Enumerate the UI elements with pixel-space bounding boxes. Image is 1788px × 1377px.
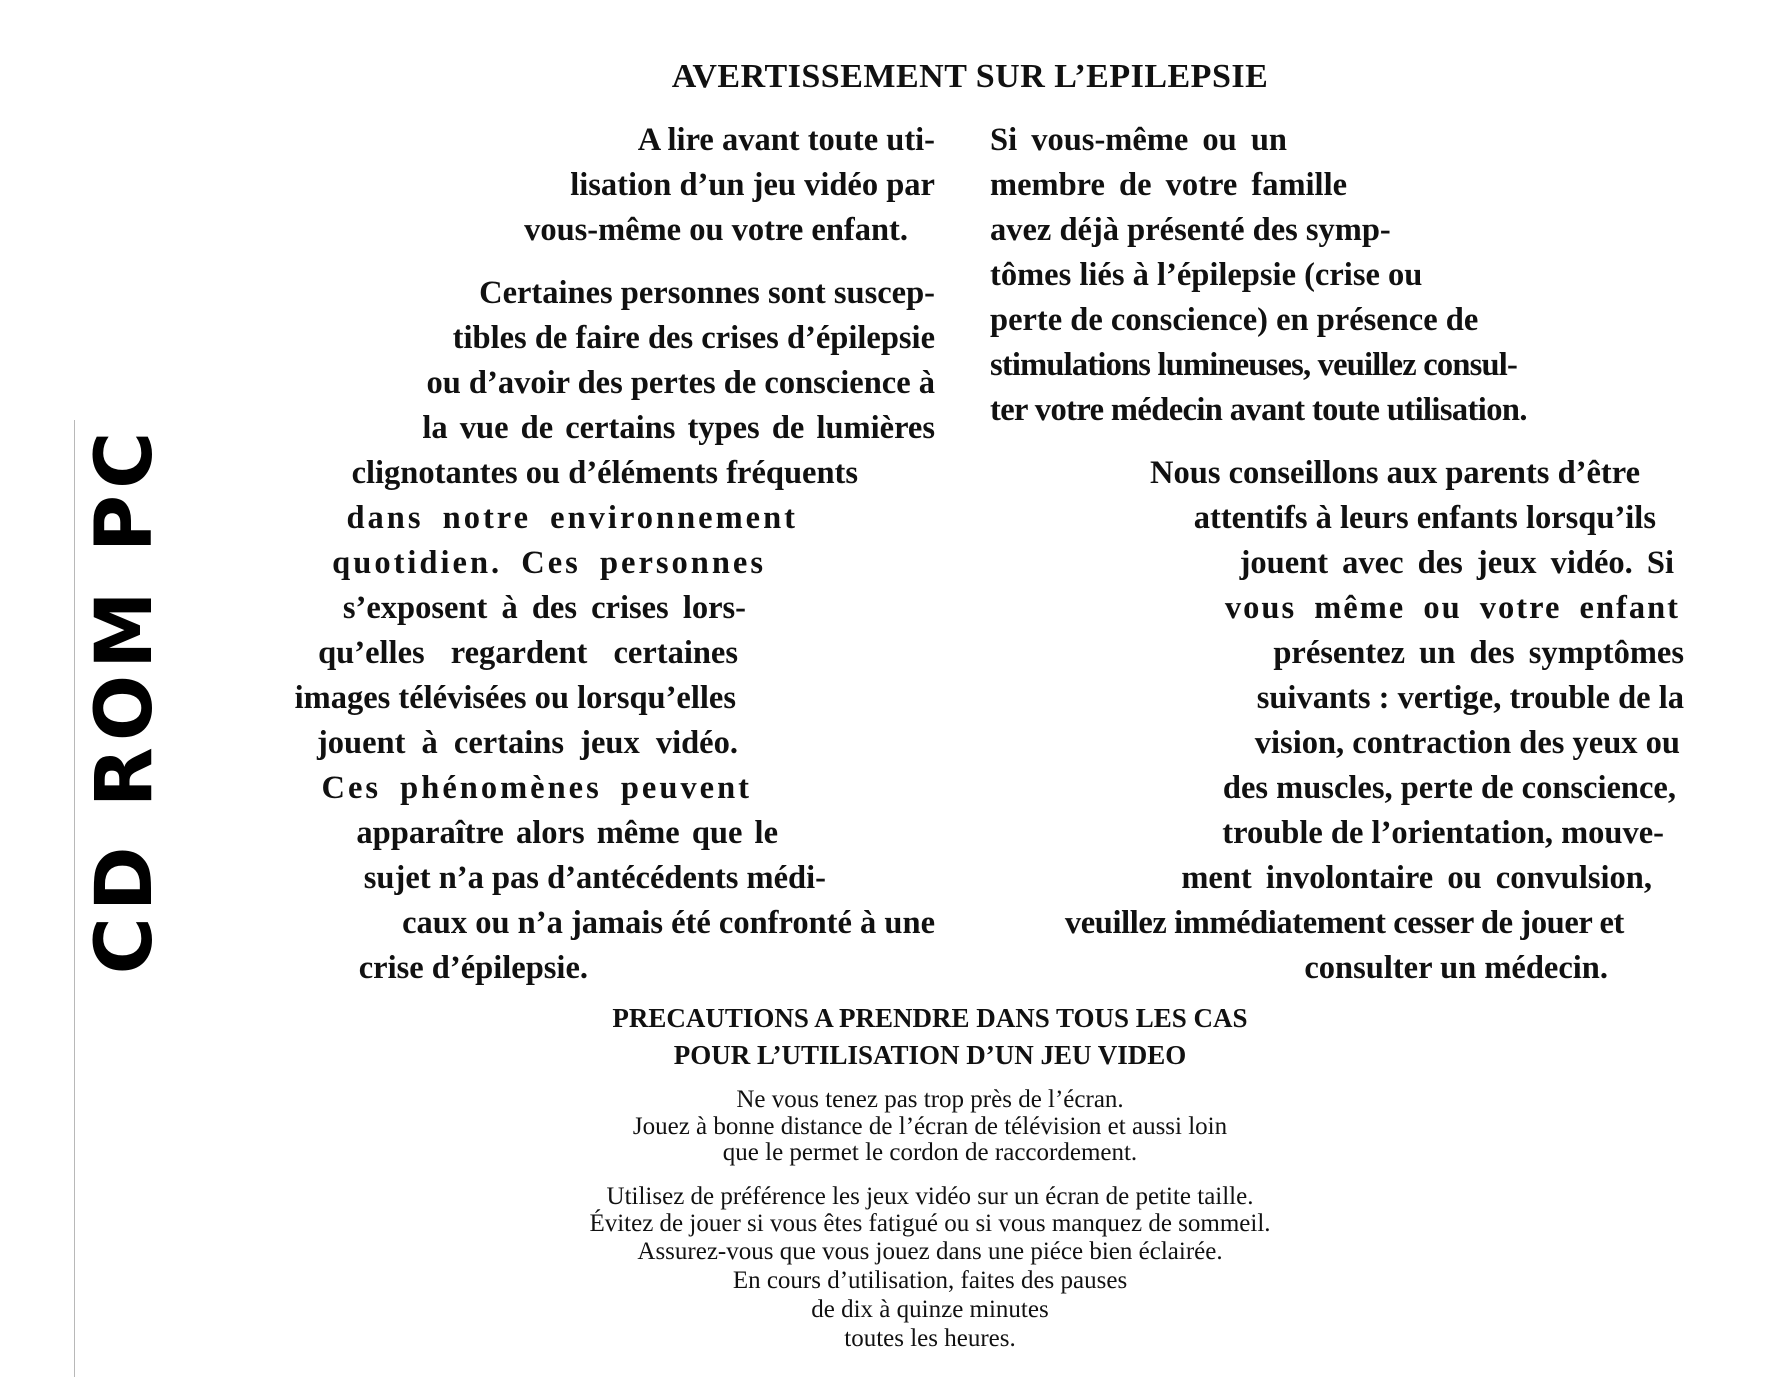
left-body-line: dans notre environnement bbox=[346, 500, 798, 536]
right-para2-line: veuillez immédiatement cesser de jouer et bbox=[1064, 905, 1624, 941]
right-para2-line: des muscles, perte de conscience, bbox=[1222, 770, 1676, 806]
right-para2-line: jouent avec des jeux vidéo. Si bbox=[1239, 545, 1674, 581]
right-para2-line: ment involontaire ou convulsion, bbox=[1181, 860, 1652, 896]
right-para2-line: vous même ou votre enfant bbox=[1224, 590, 1680, 626]
right-para1-line: ter votre médecin avant toute utilisation. bbox=[990, 392, 1527, 428]
right-para2-line: vision, contraction des yeux ou bbox=[1254, 725, 1680, 761]
precautions-heading: PRECAUTIONS A PRENDRE DANS TOUS LES CAS bbox=[612, 1003, 1248, 1033]
spine-label-area bbox=[80, 300, 170, 1100]
right-para2-line: Nous conseillons aux parents d’être bbox=[1150, 455, 1640, 491]
precautions-line: de dix à quinze minutes bbox=[811, 1296, 1049, 1323]
precautions-line: En cours d’utilisation, faites des pauses bbox=[732, 1267, 1128, 1294]
left-body-line: apparaître alors même que le bbox=[356, 815, 778, 851]
right-para1-line: perte de conscience) en présence de bbox=[990, 302, 1479, 338]
precautions-line: Évitez de jouer si vous êtes fatigué ou si vous manquez de sommeil. bbox=[589, 1210, 1271, 1237]
left-intro-line: A lire avant toute uti- bbox=[637, 122, 935, 158]
left-body-line: crise d’épilepsie. bbox=[358, 950, 588, 986]
right-para1-line: avez déjà présenté des symp- bbox=[990, 212, 1391, 248]
left-body-line: ou d’avoir des pertes de conscience à bbox=[426, 365, 935, 401]
right-para1-line: Si vous-même ou un bbox=[990, 122, 1287, 158]
left-body-line: qu’elles regardent certaines bbox=[318, 635, 738, 671]
spine-label: CD ROM PC bbox=[80, 425, 170, 975]
left-body-line: s’exposent à des crises lors- bbox=[342, 590, 746, 626]
precautions-line: que le permet le cordon de raccordement. bbox=[722, 1139, 1138, 1166]
precautions-heading: POUR L’UTILISATION D’UN JEU VIDEO bbox=[673, 1040, 1187, 1070]
precautions-line: Ne vous tenez pas trop près de l’écran. bbox=[736, 1086, 1124, 1113]
left-body-line: sujet n’a pas d’antécédents médi- bbox=[363, 860, 826, 896]
precautions-line: Jouez à bonne distance de l’écran de télévision et aussi loin bbox=[632, 1113, 1228, 1140]
left-body-line: Certaines personnes sont suscep- bbox=[479, 275, 935, 311]
right-para1-line: tômes liés à l’épilepsie (crise ou bbox=[990, 257, 1423, 293]
left-body-line: caux ou n’a jamais été confronté à une bbox=[402, 905, 935, 941]
fold-line bbox=[74, 420, 75, 1377]
right-para2-line: trouble de l’orientation, mouve- bbox=[1222, 815, 1664, 851]
right-para2-line: consulter un médecin. bbox=[1304, 950, 1608, 986]
page-title: AVERTISSEMENT SUR L’EPILEPSIE bbox=[671, 58, 1269, 95]
right-para2-line: présentez un des symptômes bbox=[1273, 635, 1684, 671]
left-body-line: Ces phénomènes peuvent bbox=[321, 770, 752, 806]
left-body-line: quotidien. Ces personnes bbox=[332, 545, 766, 581]
left-body-line: la vue de certains types de lumières bbox=[422, 410, 935, 446]
right-para2-line: attentifs à leurs enfants lorsqu’ils bbox=[1193, 500, 1656, 536]
right-para1-line: stimulations lumineuses, veuillez consul- bbox=[990, 347, 1517, 383]
left-body-line: jouent à certains jeux vidéo. bbox=[316, 725, 738, 761]
left-body-line: clignotantes ou d’éléments fréquents bbox=[351, 455, 858, 491]
right-para2-line: suivants : vertige, trouble de la bbox=[1256, 680, 1684, 716]
left-intro-line: lisation d’un jeu vidéo par bbox=[570, 167, 935, 203]
left-body-line: tibles de faire des crises d’épilepsie bbox=[452, 320, 935, 356]
left-intro-line: vous-même ou votre enfant. bbox=[524, 212, 908, 248]
precautions-line: Utilisez de préférence les jeux vidéo sur un écran de petite taille. bbox=[606, 1183, 1254, 1210]
precautions-line: toutes les heures. bbox=[844, 1325, 1016, 1352]
right-para1-line: membre de votre famille bbox=[990, 167, 1348, 203]
precautions-line: Assurez-vous que vous jouez dans une piéce bien éclairée. bbox=[637, 1238, 1223, 1265]
left-body-line: images télévisées ou lorsqu’elles bbox=[294, 680, 736, 716]
